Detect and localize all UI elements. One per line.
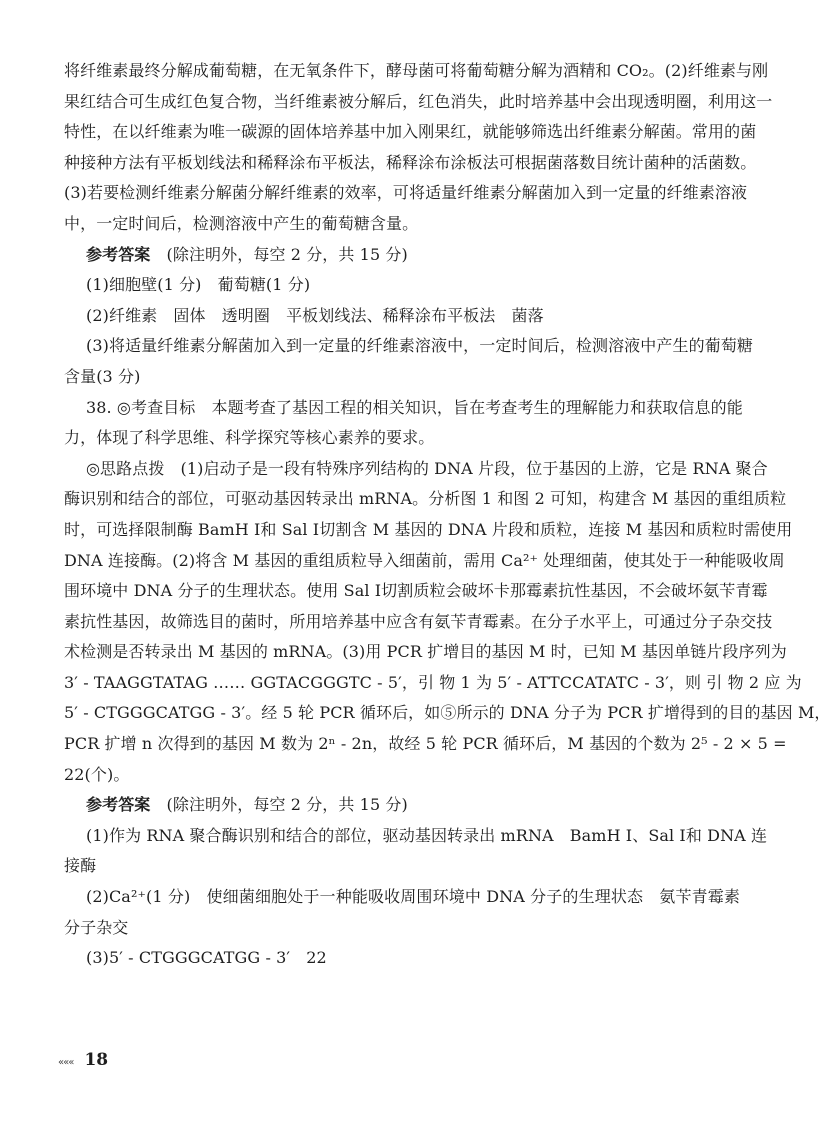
text-line: (1)作为 RNA 聚合酶识别和结合的部位，驱动基因转录出 mRNA BamH Ⅰ、Sal Ⅰ和 DNA 连	[86, 825, 768, 845]
text-line: 种接种方法有平板划线法和稀释涂布平板法，稀释涂布涂板法可根据菌落数目统计菌种的活菌数。	[64, 152, 757, 172]
text-line: (1)细胞壁(1 分) 葡萄糖(1 分)	[86, 275, 311, 295]
text-line: PCR 扩增 n 次得到的基因 M 数为 2ⁿ - 2n，故经 5 轮 PCR 循环后，M 基因的个数为 2⁵ - 2 × 5 =	[64, 734, 787, 754]
text-line: 时，可选择限制酶 BamH Ⅰ和 Sal Ⅰ切割含 M 基因的 DNA 片段和质粒，连接 M 基因和质粒时需使用	[64, 519, 793, 539]
footer-mark: «««	[58, 1057, 74, 1068]
text-line: 力，体现了科学思维、科学探究等核心素养的要求。	[64, 428, 435, 448]
answer-note: (除注明外，每空 2 分，共 15 分)	[150, 795, 408, 815]
answer-heading: 参考答案	[86, 795, 151, 815]
text-line: (3)将适量纤维素分解菌加入到一定量的纤维素溶液中，一定时间后，检测溶液中产生的葡萄糖	[86, 336, 753, 356]
text-line: 5′ - CTGGGCATGG - 3′。经 5 轮 PCR 循环后，如⑤所示的 DNA 分子为 PCR 扩增得到的目的基因 M，	[64, 703, 831, 723]
text-line: ◎思路点拨 (1)启动子是一段有特殊序列结构的 DNA 片段，位于基因的上游，它是 RNA 聚合	[86, 458, 768, 478]
page-footer	[58, 1050, 108, 1070]
text-line: DNA 连接酶。(2)将含 M 基因的重组质粒导入细菌前，需用 Ca²⁺ 处理细菌，使其处于一种能吸收周	[64, 550, 785, 570]
text-line: 酶识别和结合的部位，可驱动基因转录出 mRNA。分析图 1 和图 2 可知，构建含 M 基因的重组质粒	[64, 489, 787, 509]
text-line: 接酶	[64, 856, 97, 876]
text-line: 特性，在以纤维素为唯一碳源的固体培养基中加入刚果红，就能够筛选出纤维素分解菌。常用的菌	[64, 122, 757, 142]
text-line: 果红结合可生成红色复合物，当纤维素被分解后，红色消失，此时培养基中会出现透明圈，利用这一	[64, 91, 773, 111]
text-line: (3)5′ - CTGGGCATGG - 3′ 22	[86, 948, 327, 968]
text-line: 素抗性基因，故筛选目的菌时，所用培养基中应含有氨苄青霉素。在分子水平上，可通过分子杂交技	[64, 611, 773, 631]
text-line: 22(个)。	[64, 764, 130, 784]
text-line: 中，一定时间后，检测溶液中产生的葡萄糖含量。	[64, 213, 419, 233]
text-line: 含量(3 分)	[64, 366, 141, 386]
text-line: 3′ - TAAGGTATAG …… GGTACGGGTC - 5′，引 物 1 为 5′ - ATTCCATATC - 3′，则 引 物 2 应 为	[64, 672, 802, 692]
text-line: 38. ◎考查目标 本题考查了基因工程的相关知识，旨在考查考生的理解能力和获取信息的能	[86, 397, 743, 417]
answer-note: (除注明外，每空 2 分，共 15 分)	[150, 244, 408, 264]
text-line: (2)纤维素 固体 透明圈 平板划线法、稀释涂布平板法 菌落	[86, 305, 544, 325]
text-line: (3)若要检测纤维素分解菌分解纤维素的效率，可将适量纤维素分解菌加入到一定量的纤维素溶液	[64, 183, 748, 203]
text-line: (2)Ca²⁺(1 分) 使细菌细胞处于一种能吸收周围环境中 DNA 分子的生理状态 氨苄青霉素	[86, 887, 740, 907]
answer-heading: 参考答案	[86, 244, 151, 264]
text-line: 围环境中 DNA 分子的生理状态。使用 Sal Ⅰ切割质粒会破坏卡那霉素抗性基因，不会破坏氨苄青霉	[64, 581, 768, 601]
text-line: 术检测是否转录出 M 基因的 mRNA。(3)用 PCR 扩增目的基因 M 时，已知 M 基因单链片段序列为	[64, 642, 787, 662]
text-line: 将纤维素最终分解成葡萄糖，在无氧条件下，酵母菌可将葡萄糖分解为酒精和 CO₂。(2)纤维素与刚	[64, 61, 769, 80]
text-line	[64, 240, 740, 271]
text-line	[64, 790, 740, 821]
document-body	[64, 56, 831, 974]
page-number: 18	[84, 1050, 109, 1070]
text-line: 分子杂交	[64, 917, 129, 937]
